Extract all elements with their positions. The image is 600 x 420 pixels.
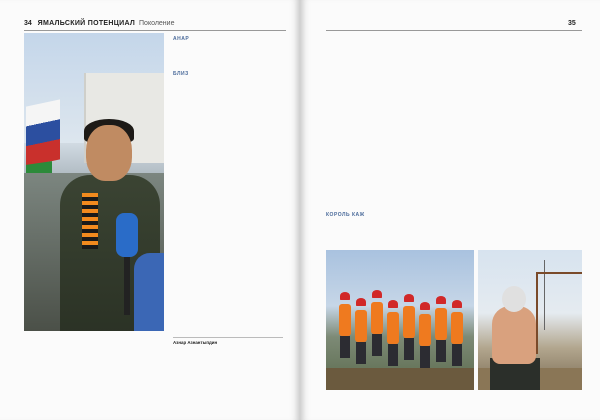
legs bbox=[340, 336, 350, 358]
orange-vest bbox=[387, 312, 399, 344]
worker-torso bbox=[492, 306, 536, 364]
helmet bbox=[420, 302, 430, 310]
orange-vest bbox=[403, 306, 415, 338]
legs bbox=[420, 346, 430, 368]
section-label: Поколение bbox=[139, 20, 175, 27]
wooden-frame bbox=[536, 272, 582, 354]
orange-vest bbox=[451, 312, 463, 344]
left-page-header bbox=[24, 18, 174, 30]
right-header-rule bbox=[326, 30, 582, 31]
portrait-photo bbox=[24, 33, 164, 331]
group-photo bbox=[326, 250, 474, 390]
helmet bbox=[436, 296, 446, 304]
russian-flag bbox=[26, 99, 60, 166]
legs bbox=[436, 340, 446, 362]
right-page-number: 35 bbox=[568, 20, 576, 27]
right-page-header bbox=[568, 18, 576, 30]
worker-photo bbox=[478, 250, 582, 390]
legs bbox=[404, 338, 414, 360]
left-article-column bbox=[173, 33, 283, 79]
subhead-anar: АНАР bbox=[173, 36, 190, 42]
microphone bbox=[116, 213, 138, 257]
helmet bbox=[452, 300, 462, 308]
helmet bbox=[372, 290, 382, 298]
helmet bbox=[404, 294, 414, 302]
left-header-rule bbox=[24, 30, 286, 31]
left-page-number: 34 bbox=[24, 20, 32, 27]
orange-vest bbox=[419, 314, 431, 346]
orange-vest bbox=[339, 304, 351, 336]
orange-vest bbox=[371, 302, 383, 334]
caption-name: Азнар Азнантыпдин bbox=[173, 340, 218, 345]
helmet bbox=[340, 292, 350, 300]
subhead-bliz: БЛИЗ bbox=[173, 70, 189, 77]
legs bbox=[356, 342, 366, 364]
right-article-column-1 bbox=[326, 33, 406, 221]
orange-vest bbox=[355, 310, 367, 342]
magazine-title: ЯМАЛЬСКИЙ ПОТЕНЦИАЛ bbox=[37, 20, 136, 27]
photo-caption bbox=[173, 337, 283, 348]
worker-head bbox=[502, 286, 526, 312]
legs bbox=[452, 344, 462, 366]
st-george-ribbon bbox=[82, 193, 98, 249]
orange-vest bbox=[435, 308, 447, 340]
legs bbox=[372, 334, 382, 356]
legs bbox=[388, 344, 398, 366]
helmet bbox=[388, 300, 398, 308]
helmet bbox=[356, 298, 366, 306]
subhead-korol: КОРОЛЬ КАЖ bbox=[326, 212, 365, 218]
